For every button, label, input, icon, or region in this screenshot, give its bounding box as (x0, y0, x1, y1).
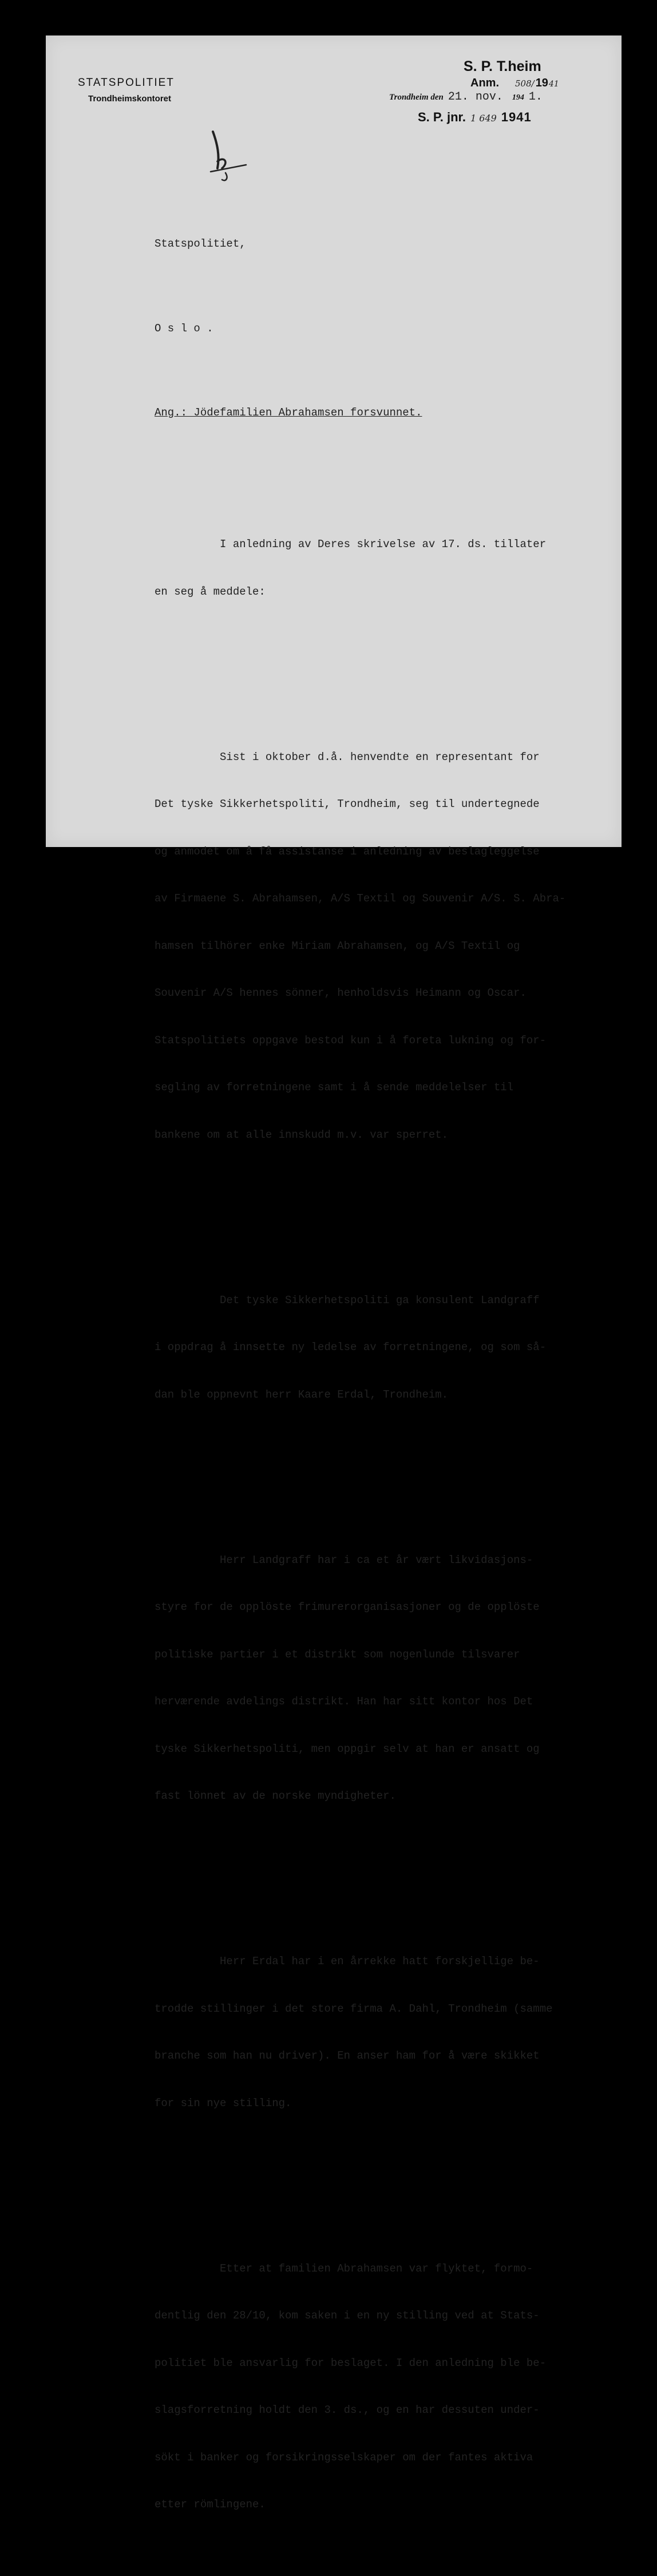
org-office: Trondheimskontoret (88, 94, 172, 104)
subject-line: Ang.: Jödefamilien Abrahamsen forsvunnet. (155, 406, 422, 419)
text-line: Det tyske Sikkerhetspoliti, Trondheim, seg til undertegnede (155, 798, 540, 810)
date-row (389, 90, 545, 104)
sp-title: S. P. T.heim (464, 58, 541, 74)
text-line: tyske Sikkerhetspoliti, men oppgir selv at han er ansatt og (155, 1742, 540, 1755)
anm-row (470, 77, 559, 90)
text-line: sökt i banker og forsikringsselskaper om der fantes aktiva (155, 2451, 533, 2464)
text-line: I anledning av Deres skrivelse av 17. ds. tillater (155, 538, 547, 551)
text-line: Det tyske Sikkerhetspoliti ga konsulent Landgraff (155, 1293, 540, 1307)
text-line: i oppdrag å innsette ny ledelse av forretningene, og som så- (155, 1341, 547, 1354)
letter-page (46, 35, 622, 2511)
anm-number: 508/ (515, 78, 535, 89)
anm-year: 19 (535, 77, 548, 89)
jnr-year: 1941 (501, 110, 532, 124)
text-line: dan ble oppnevnt herr Kaare Erdal, Trondheim. (155, 1388, 449, 1401)
date-place: Trondheim den (389, 93, 444, 102)
text-line: en seg å meddele: (155, 585, 266, 598)
text-line: hamsen tilhörer enke Miriam Abrahamsen, og A/S Textil og (155, 939, 520, 952)
paragraph-1 (155, 505, 607, 631)
text-line: politiske partier i et distrikt som nogenlunde tilsvarer (155, 1648, 520, 1661)
text-line: Souvenir A/S hennes sönner, henholdsvis Heimann og Oscar. (155, 987, 527, 999)
text-line: herværende avdelings distrikt. Han har sitt kontor hos Det (155, 1695, 533, 1708)
paragraph-4 (155, 1521, 607, 1836)
recipient-line-2: O s l o . (155, 322, 213, 335)
text-line: dentlig den 28/10, kom saken i en ny stilling ved at Stats- (155, 2309, 540, 2322)
text-line: for sin nye stilling. (155, 2096, 292, 2110)
paragraph-2 (155, 718, 607, 1175)
text-line: Etter at familien Abrahamsen var flyktet, formo- (155, 2262, 533, 2275)
anm-year-suffix: 41 (548, 80, 559, 89)
recipient-line-1: Statspolitiet, (155, 238, 246, 250)
jnr-label: S. P. jnr. (418, 110, 466, 124)
text-line: slagsforretning holdt den 3. ds., og en har dessuten under- (155, 2404, 540, 2416)
text-line: Statspolitiets oppgave bestod kun i å foreta lukning og for- (155, 1034, 547, 1047)
date-day-month: 21. nov. (448, 90, 503, 104)
handwritten-initials-icon (200, 127, 252, 184)
date-year-suffix: 1. (528, 90, 543, 104)
text-line: segling av forretningene samt i å sende meddelelser til (155, 1081, 514, 1094)
text-line: branche som han nu driver). En anser ham for å være skikket (155, 2049, 540, 2062)
anm-label: Anm. (470, 77, 499, 89)
text-line: Herr Erdal har i en årrekke hatt forskjellige be- (155, 1955, 540, 1968)
date-year-prefix: 194 (512, 93, 524, 102)
text-line: Herr Landgraff har i ca et år vært likvidasjons- (155, 1553, 533, 1566)
text-line: fast lönnet av de norske myndigheter. (155, 1790, 396, 1802)
text-line: bankene om at alle innskudd m.v. var sperret. (155, 1128, 449, 1141)
text-line: etter römlingene. (155, 2498, 266, 2511)
text-line: og anmodet om å få assistanse i anledning av beslagleggelse (155, 845, 540, 858)
text-line: styre for de opplöste frimurerorganisasjoner og de opplöste (155, 1601, 540, 1613)
letter-body (155, 205, 607, 2576)
text-line: politiet ble ansvarlig for beslaget. I den anledning ble be- (155, 2356, 547, 2369)
text-line: trodde stillinger i det store firma A. Dahl, Trondheim (samme (155, 2002, 553, 2015)
paragraph-3 (155, 1261, 607, 1435)
text-line: av Firmaene S. Abrahamsen, A/S Textil og Souvenir A/S. S. Abra- (155, 892, 566, 905)
org-name: STATSPOLITIET (78, 77, 175, 89)
jnr-row (418, 110, 532, 125)
paragraph-6 (155, 2230, 607, 2545)
jnr-number: 1 649 (470, 113, 497, 124)
paragraph-5 (155, 1922, 607, 2143)
text-line: Sist i oktober d.å. henvendte en representant for (155, 750, 540, 763)
